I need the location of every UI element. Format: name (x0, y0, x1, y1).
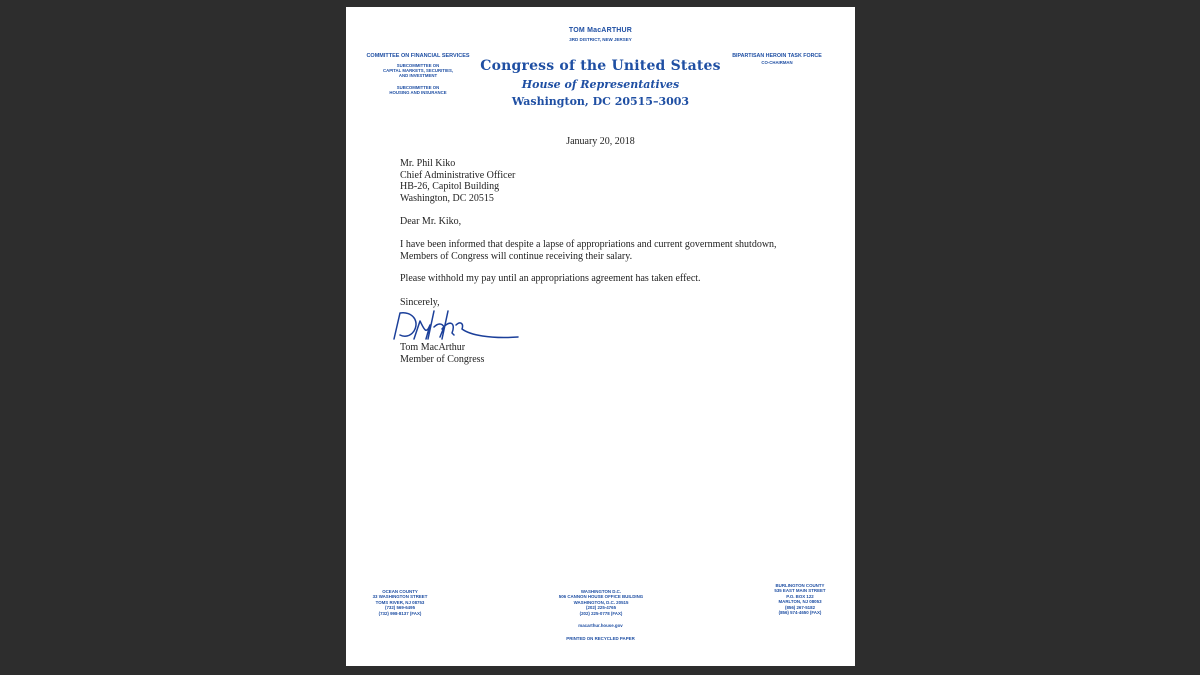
footer-line: (732) 998-8137 (FAX) (378, 610, 422, 616)
footer-line: BURLINGTON COUNTY (775, 583, 825, 588)
footer-line: 535 EAST MAIN STREET (774, 588, 826, 594)
letterhead-congress: Congress of the United States (480, 58, 721, 74)
footer-line: (202) 225-0778 (FAX) (579, 610, 623, 616)
letterhead-address: Washington, DC 20515–3003 (511, 95, 690, 108)
body-paragraph-2: Please withhold my pay until an appropriations agreement has taken effect. (400, 273, 701, 284)
signer-title: Member of Congress (400, 353, 485, 365)
body-line: Members of Congress will continue receiving their salary. (400, 251, 633, 262)
footer-line: WASHINGTON, D.C. 20515 (573, 599, 629, 605)
task-force-name: BIPARTISAN HEROIN TASK FORCE (732, 53, 822, 59)
footer-line: (856) 574-4650 (FAX) (778, 610, 822, 616)
footer-line: P.O. BOX 122 (786, 593, 814, 599)
recipient-line: HB-26, Capitol Building (400, 181, 500, 192)
recipient-address (400, 158, 515, 204)
footer-line: OCEAN COUNTY (382, 589, 418, 594)
footer-line: WASHINGTON D.C. (580, 589, 622, 594)
footer-line: 506 CANNON HOUSE OFFICE BUILDING (558, 594, 644, 600)
signer-name: Tom MacArthur (400, 342, 466, 353)
footer-line: (202) 225-4765 (585, 605, 617, 611)
footer-office-burlington-county (753, 583, 847, 615)
letterhead-house: House of Representatives (521, 78, 680, 91)
recipient-line: Mr. Phil Kiko (400, 158, 456, 169)
footer-office-washington (528, 589, 674, 616)
footer-line: MARLTON, NJ 08053 (778, 599, 822, 605)
task-force-role: CO-CHAIRMAN (761, 60, 793, 65)
committee-name: COMMITTEE ON FINANCIAL SERVICES (366, 53, 470, 59)
letter-page (346, 7, 855, 666)
subcommittee-line: AND INVESTMENT (398, 73, 438, 78)
footer-line: TOMS RIVER, NJ 08753 (375, 599, 425, 605)
footer-website: macarthur.house.gov (578, 623, 623, 628)
footer-line: (856) 267-5182 (784, 604, 816, 610)
footer-line: (732) 569-6495 (384, 605, 416, 611)
footer-office-ocean-county (358, 589, 442, 616)
subcommittee-line: SUBCOMMITTEE ON (396, 85, 440, 90)
body-line: I have been informed that despite a lapse of appropriations and current government shutdown, (400, 239, 777, 250)
letter-date: January 20, 2018 (566, 136, 635, 147)
recipient-line: Washington, DC 20515 (400, 192, 494, 204)
salutation: Dear Mr. Kiko, (400, 216, 462, 227)
signer-block (400, 342, 484, 365)
handwritten-signature (390, 305, 530, 345)
footer-recycled-note: PRINTED ON RECYCLED PAPER (566, 636, 635, 641)
footer-line: 33 WASHINGTON STREET (372, 594, 428, 600)
member-district: 3RD DISTRICT, NEW JERSEY (569, 37, 632, 42)
recipient-line: Chief Administrative Officer (400, 169, 516, 181)
closing: Sincerely, (400, 297, 440, 308)
member-name: TOM MacARTHUR (568, 27, 633, 34)
subcommittee-line: HOUSING AND INSURANCE (389, 90, 447, 95)
body-paragraph-1 (400, 239, 820, 263)
subcommittee-line: SUBCOMMITTEE ON (396, 63, 440, 68)
subcommittee-line: CAPITAL MARKETS, SECURITIES, (382, 68, 454, 73)
